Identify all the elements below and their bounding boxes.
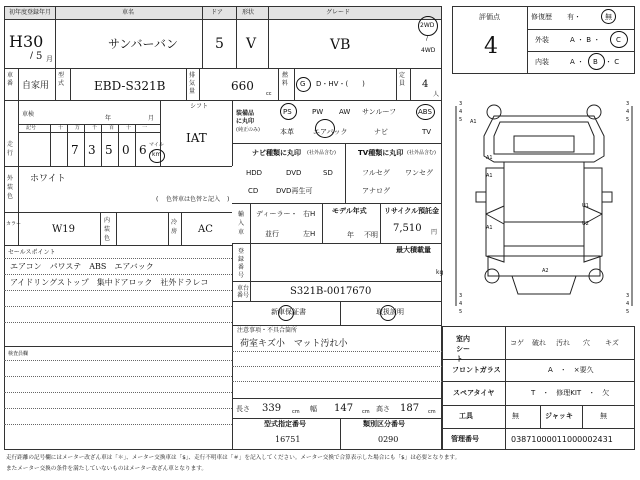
repair-none: 無 — [605, 13, 612, 21]
category-value: 0290 — [378, 435, 399, 444]
fuel-label: 燃料 — [282, 72, 289, 87]
equip-note: (純正のみ) — [236, 127, 260, 133]
notes-label: 注意事項・不具合箇所 — [237, 327, 298, 334]
disp-label: 排気量 — [189, 72, 196, 95]
notes-text: 荷室キズ小 マット汚れ小 — [240, 339, 348, 349]
mileage-digit-5: 6 — [139, 143, 147, 157]
footer-line2: またメーター交換の条件を満たしていないものはメーター改ざん車となります。 — [6, 466, 207, 472]
damage-diagram — [452, 96, 636, 318]
fuel-rest: D・HV・( ) — [316, 80, 365, 88]
exterior-color: ホワイト — [30, 174, 66, 184]
cc-unit: cc — [266, 91, 272, 97]
dim-height: 187 — [400, 403, 420, 414]
model: EBD-S321B — [94, 79, 166, 93]
frame-value: S321B-0017670 — [290, 286, 372, 297]
mileage-digit-1: 7 — [71, 143, 79, 157]
navi-sd: SD — [323, 169, 333, 177]
ac-value: AC — [198, 224, 213, 235]
fuel-g: G — [300, 80, 306, 88]
cap: 4 — [422, 79, 429, 90]
doors: 5 — [215, 36, 224, 52]
drive-2wd: 2WD — [420, 22, 435, 29]
navi-cd: CD — [248, 187, 259, 195]
category-label: 類別区分番号 — [363, 420, 405, 428]
designation-value: 16751 — [275, 435, 301, 444]
equip-label: 装備品に丸印 — [236, 110, 255, 125]
tv-note: (社外品含む) — [407, 150, 436, 156]
reg-year: H30 — [9, 32, 44, 51]
spare-label: スペアタイヤ — [453, 389, 495, 397]
dim-length: 339 — [262, 403, 282, 414]
sales-line1: エアコン パワステ ABS エアバック — [10, 262, 154, 271]
navi-label: ナビ種類に丸印 — [252, 149, 301, 157]
dim-width: 147 — [334, 403, 354, 414]
sales-label: セールスポイント — [8, 249, 56, 256]
car-name-label: 車名 — [122, 9, 135, 16]
mileage-digit-headers: 記号 十 万 千 百 十 一 — [26, 125, 148, 131]
navi-dvd-play: DVD再生可 — [276, 187, 313, 195]
equip-ps: PS — [283, 108, 292, 116]
mileage-digit-2: 3 — [88, 143, 96, 157]
tv-label: TV種類に丸印 — [358, 149, 404, 157]
cap-unit: 人 — [433, 91, 440, 98]
footer-line1: 走行距離の記号欄にはメーター改ざん車は「＊」、メーター交換車は「$」、走行不明車は「＃」を記入してください。メーター交換で合算表示した場合にも「$」は必要となります。 — [6, 455, 461, 461]
reg-month: 5 — [36, 51, 43, 62]
recycle-label: リサイクル預託金 — [384, 207, 440, 215]
import-label: 輸入車 — [238, 211, 245, 236]
km-label: km — [152, 151, 162, 158]
exterior-label: 外装色 — [7, 175, 14, 200]
mile-label: マイル — [149, 142, 164, 148]
registration-label: 登録番号 — [238, 248, 245, 279]
shift-label: シフト — [190, 103, 209, 110]
doors-label: ドア — [211, 9, 223, 16]
windshield-label: フロントガラス — [452, 366, 501, 374]
equip-aw: AW — [339, 108, 351, 116]
shape: V — [246, 36, 257, 52]
navi-note: (社外品含む) — [307, 150, 336, 156]
use: 自家用 — [22, 81, 50, 91]
mgmt-value: 03871000011000002431 — [511, 435, 613, 444]
equip-abs: ABS — [418, 108, 432, 116]
model-year-label: モデル年式 — [332, 207, 367, 215]
exterior-note: 色替車は色替と記入 — [166, 196, 221, 203]
grade: VB — [330, 37, 351, 53]
cap-label: 定員 — [399, 72, 406, 87]
month-unit: 月 — [46, 55, 53, 63]
score-value: 4 — [484, 34, 498, 59]
designation-label: 型式指定番号 — [264, 420, 306, 428]
drive-4wd: 4WD — [421, 47, 436, 54]
tv-oneseg: ワンセグ — [405, 169, 433, 177]
windshield-items: A ・ ×要久 — [548, 366, 594, 374]
equip-sunroof: サンルーフ — [362, 108, 397, 116]
regnum-label: 車番 — [7, 72, 14, 87]
equip-airbag: エアバック — [313, 128, 348, 136]
disp: 660 — [231, 79, 254, 93]
spare-items: T ・ 修理KIT ・ 欠 — [531, 389, 610, 397]
tv-fullseg: フルセグ — [362, 169, 390, 177]
manual: 取扱説明 — [376, 308, 404, 316]
model-label: 型式 — [58, 72, 65, 87]
shape-label: 形状 — [242, 9, 255, 16]
navi-dvd: DVD — [286, 169, 302, 177]
reg-year-label: 初年度登録年月 — [9, 9, 52, 16]
color-code: W19 — [52, 224, 76, 235]
mileage-digit-3: 5 — [105, 143, 113, 157]
seat-label: 室内シート — [456, 335, 470, 363]
capacity-label: 最大積載量 — [396, 246, 431, 254]
car-name: サンバーバン — [108, 37, 178, 51]
inspector-label: 検査員欄 — [8, 351, 29, 357]
score-label: 評価点 — [479, 13, 500, 21]
sales-line2: アイドリングストップ 集中ドアロック 社外ドラレコ — [10, 278, 209, 287]
mgmt-label: 管理番号 — [451, 435, 479, 443]
tv-analog: アナログ — [362, 187, 390, 195]
inspection-label: 車検 — [22, 111, 35, 118]
header-label-bar — [5, 7, 441, 19]
equip-tv: TV — [422, 128, 432, 136]
navi-hdd: HDD — [246, 169, 263, 177]
equip-pw: PW — [312, 108, 324, 116]
new-car-warranty: 新車保証書 — [271, 308, 306, 316]
grade-label: グレード — [326, 9, 351, 16]
frame-label: 車台番号 — [237, 285, 250, 299]
equip-leather: 本革 — [280, 128, 294, 136]
mileage-label: 走行 — [7, 141, 14, 157]
color-code-label: カラー — [6, 221, 22, 227]
mileage-digit-4: 0 — [122, 143, 130, 157]
equip-navi: ナビ — [374, 128, 388, 136]
recycle-value: 7,510 — [393, 223, 422, 234]
shift: IAT — [186, 131, 207, 145]
